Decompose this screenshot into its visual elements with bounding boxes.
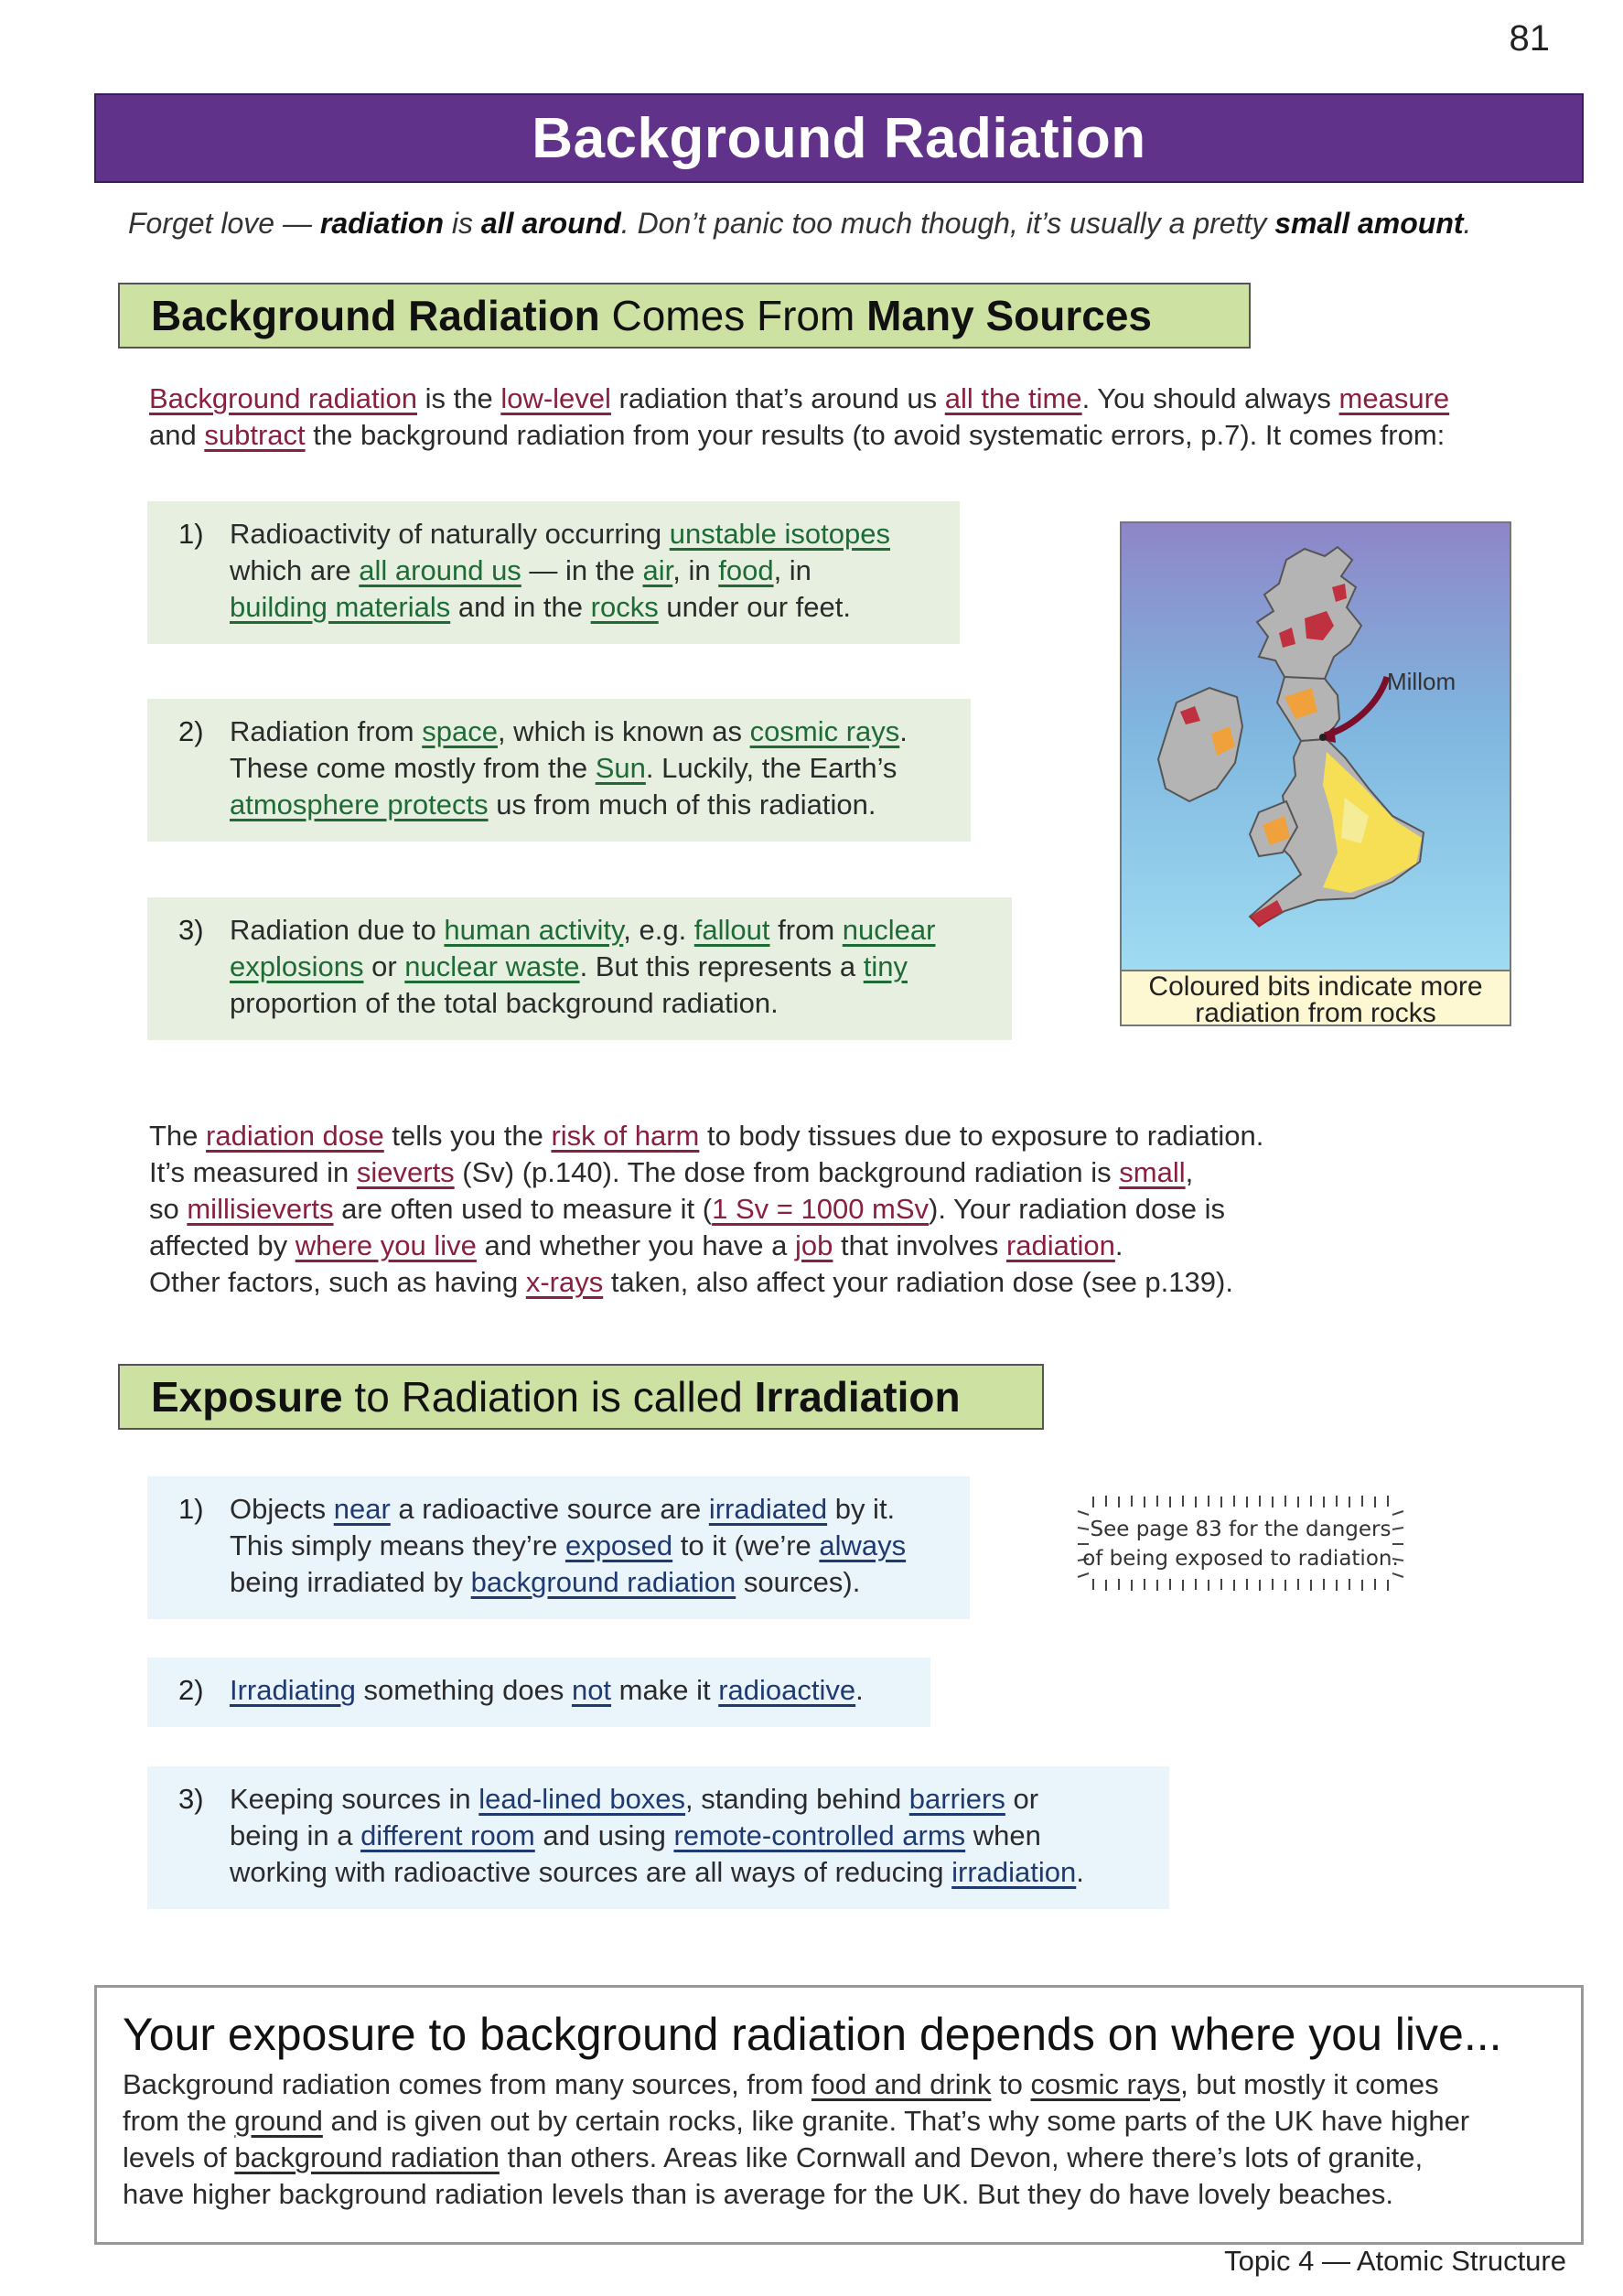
list-item-text: Radiation due to human activity, e.g. fallout from nuclear explosions or nuclear waste. But this represents a tiny proportion of the total background radiation.: [230, 914, 936, 1019]
irradiation-item: 2) Irradiating something does not make it radioactive.: [147, 1658, 930, 1727]
page-title: Background Radiation: [532, 106, 1146, 170]
map-label-millom: Millom: [1387, 668, 1456, 695]
summary-heading: Your exposure to background radiation depends on where you live...: [123, 2009, 1502, 2060]
section-heading-irradiation: Exposure to Radiation is called Irradiation: [118, 1364, 1044, 1430]
uk-radiation-map: [1120, 521, 1511, 1026]
note-line: See page 83 for the dangers: [1090, 1518, 1392, 1541]
list-item-text: Keeping sources in lead-lined boxes, standing behind barriers or being in a different room and using remote-controlled arms when working with radioactive sources are all ways of reducing irradiation.: [230, 1783, 1084, 1888]
summary-text: Background radiation comes from many sources, from food and drink to cosmic rays, but mostly it comes from the ground and is given out by certain rocks, like granite. That’s why some parts of the UK have higher levels of background radiation than others. Areas like Cornwall and Devon, where there’s lots of granite, have higher background radiation levels than is average for the UK. But they do have lovely beaches.: [123, 2068, 1470, 2210]
radiation-dose-paragraph: The radiation dose tells you the risk of harm to body tissues due to exposure to radiation. It’s measured in sieverts (Sv) (p.140). The dose from background radiation is small, so millisieverts are often used to measure it (1 Sv = 1000 mSv). Your radiation dose is affected by where you live and whether you have a job that involves radiation. Other factors, such as having x-rays taken, also affect your radiation dose (see p.139).: [149, 1120, 1264, 1298]
title-banner: [94, 93, 1584, 183]
source-item: 1) Radioactivity of naturally occurring unstable isotopes which are all around us — in the air, in food, in building materials and in the rocks under our feet.: [147, 501, 960, 644]
page-number: 81: [1509, 18, 1550, 59]
source-item: 2) Radiation from space, which is known as cosmic rays. These come mostly from the Sun. Luckily, the Earth’s atmosphere protects us from much of this radiation.: [147, 699, 971, 842]
source-item: 3) Radiation due to human activity, e.g. fallout from nuclear explosions or nuclear waste. But this represents a tiny proportion of the total background radiation.: [147, 897, 1012, 1040]
section-heading-sources: Background Radiation Comes From Many Sources: [118, 283, 1251, 349]
irradiation-item: 3) Keeping sources in lead-lined boxes, standing behind barriers or being in a different room and using remote-controlled arms when working with radioactive sources are all ways of reducing irradiation.: [147, 1766, 1169, 1909]
list-item-text: Radiation from space, which is known as cosmic rays. These come mostly from the Sun. Luckily, the Earth’s atmosphere protects us from much of this radiation.: [230, 715, 908, 821]
irradiation-item: 1) Objects near a radioactive source are irradiated by it. This simply means they’re exposed to it (we’re always being irradiated by background radiation sources).: [147, 1476, 970, 1619]
list-item-text: Radioactivity of naturally occurring unstable isotopes which are all around us — in the air, in food, in building materials and in the rocks under our feet.: [230, 518, 890, 623]
list-item-text: Objects near a radioactive source are irradiated by it. This simply means they’re exposed to it (we’re always being irradiated by background radiation sources).: [230, 1493, 907, 1598]
map-caption: Coloured bits indicate more radiation from rocks: [1122, 970, 1510, 1025]
page-footer: Topic 4 — Atomic Structure: [1224, 2245, 1566, 2277]
summary-box: [94, 1985, 1584, 2245]
see-page-note: [1075, 1493, 1406, 1593]
list-item-text: Irradiating something does not make it radioactive.: [230, 1674, 864, 1706]
intro-text: Forget love — radiation is all around. Don’t panic too much though, it’s usually a pretty small amount.: [128, 207, 1472, 240]
uk-map-illustration: [1122, 523, 1510, 971]
sources-intro-paragraph: Background radiation is the low-level radiation that’s around us all the time. You should always measure and subtract the background radiation from your results (to avoid systematic errors, p.7). It comes from:: [149, 382, 1450, 451]
note-line: of being exposed to radiation.: [1082, 1547, 1399, 1571]
